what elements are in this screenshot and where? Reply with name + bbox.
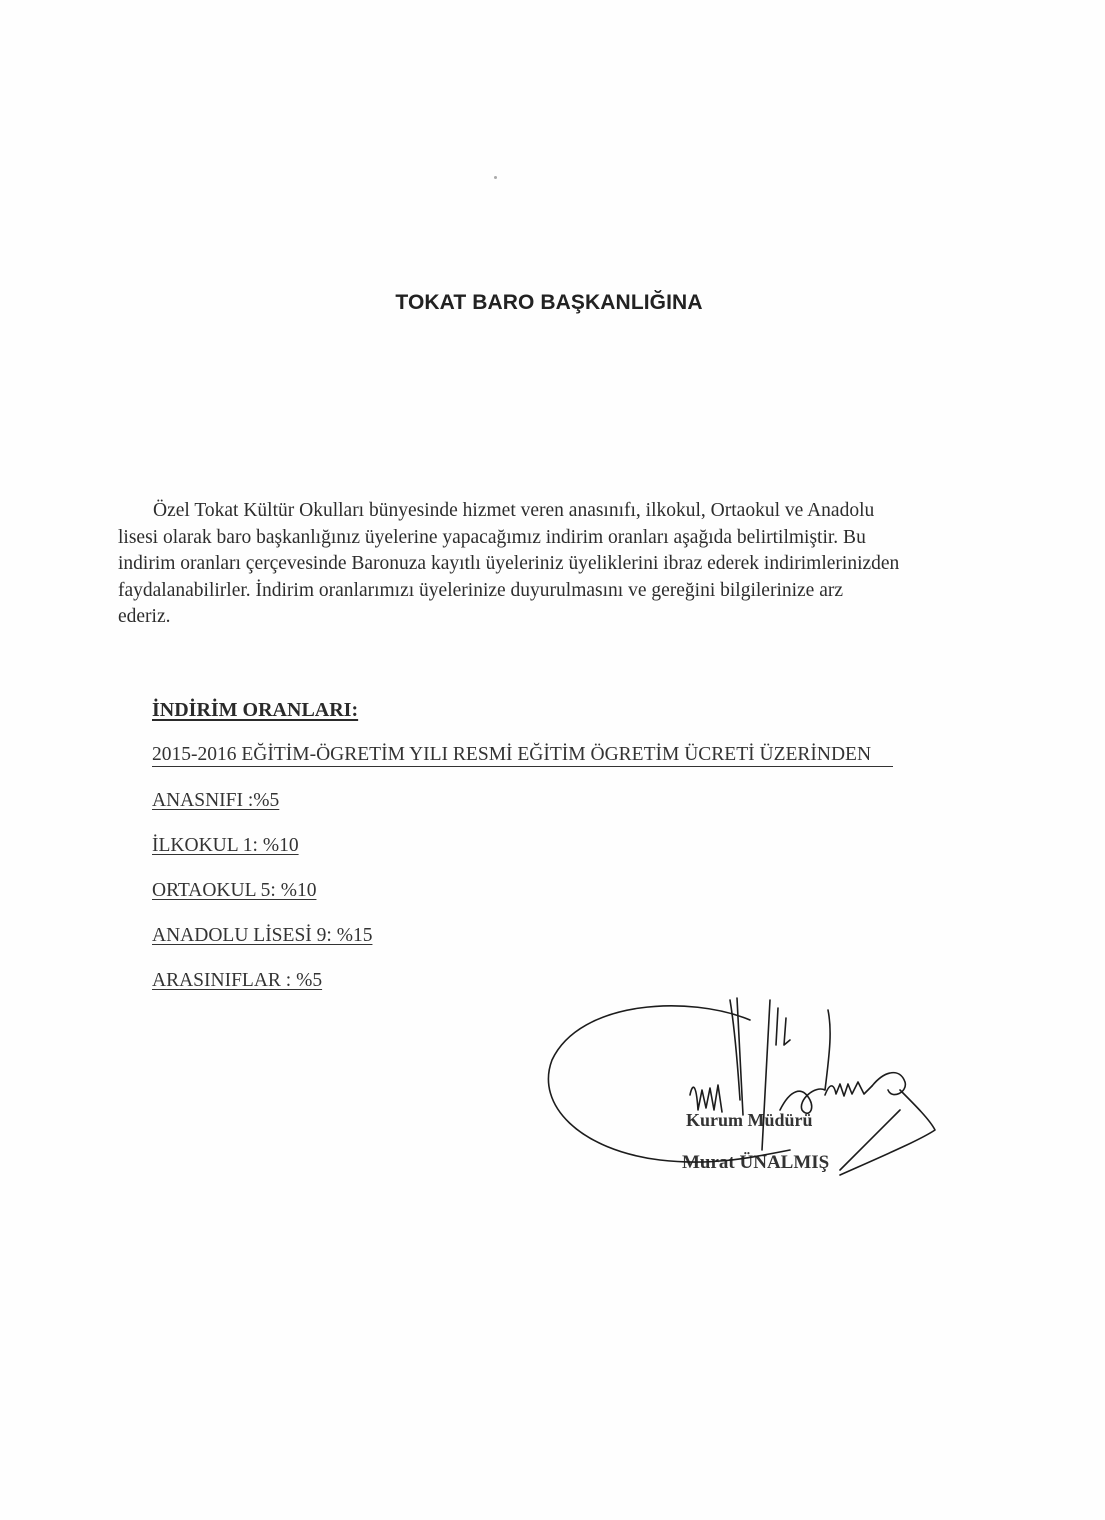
body-line: lisesi olarak baro başkanlığınız üyelerine yapacağımız indirim oranları aşağıda belirtilmiştir. Bu (118, 526, 866, 548)
signature-tail-stroke (840, 1090, 935, 1175)
body-line: faydalanabilirler. İndirim oranlarımızı üyelerinize duyurulmasını ve gereğini bilgilerinize arz (118, 579, 844, 601)
signature-vertical-stroke (776, 1008, 778, 1045)
signature-vertical-stroke (762, 1000, 770, 1150)
scan-speck (494, 176, 497, 179)
handwritten-signature (540, 990, 960, 1190)
signature-scribble-stroke (825, 1082, 872, 1096)
signature-loop-stroke (548, 1006, 790, 1162)
signature-scribble-stroke (690, 1085, 722, 1112)
rate-item-ilkokul: İLKOKUL 1: %10 (152, 835, 299, 856)
body-line: indirim oranları çerçevesinde Baronuza kayıtlı üyeleriniz üyeliklerini ibraz ederek indirimlerinizden (118, 553, 900, 574)
rates-heading: İNDİRİM ORANLARI: (152, 699, 359, 721)
signature-scribble-stroke (780, 1010, 830, 1113)
body-line: ederiz. (118, 606, 171, 627)
rate-item-anadolu-lisesi: ANADOLU LİSESİ 9: %15 (152, 925, 373, 946)
rate-item-arasiniflar: ARASINIFLAR : %5 (152, 970, 323, 991)
signature-vertical-stroke (784, 1018, 790, 1045)
signatory-name: Murat ÜNALMIŞ (682, 1152, 830, 1173)
body-line: Özel Tokat Kültür Okulları bünyesinde hizmet veren anasınıfı, ilkokul, Ortaokul ve Anadolu (153, 500, 875, 521)
rate-item-anasinifi: ANASNIFI :%5 (152, 790, 280, 811)
rates-basis: 2015-2016 EĞİTİM-ÖGRETİM YILI RESMİ EĞİTİM ÖGRETİM ÜCRETİ ÜZERİNDEN (152, 744, 893, 767)
body-paragraph (118, 498, 953, 631)
signatory-title: Kurum Müdürü (686, 1110, 813, 1130)
document-title: TOKAT BARO BAŞKANLIĞINA (395, 291, 703, 314)
rate-item-ortaokul: ORTAOKUL 5: %10 (152, 880, 317, 901)
